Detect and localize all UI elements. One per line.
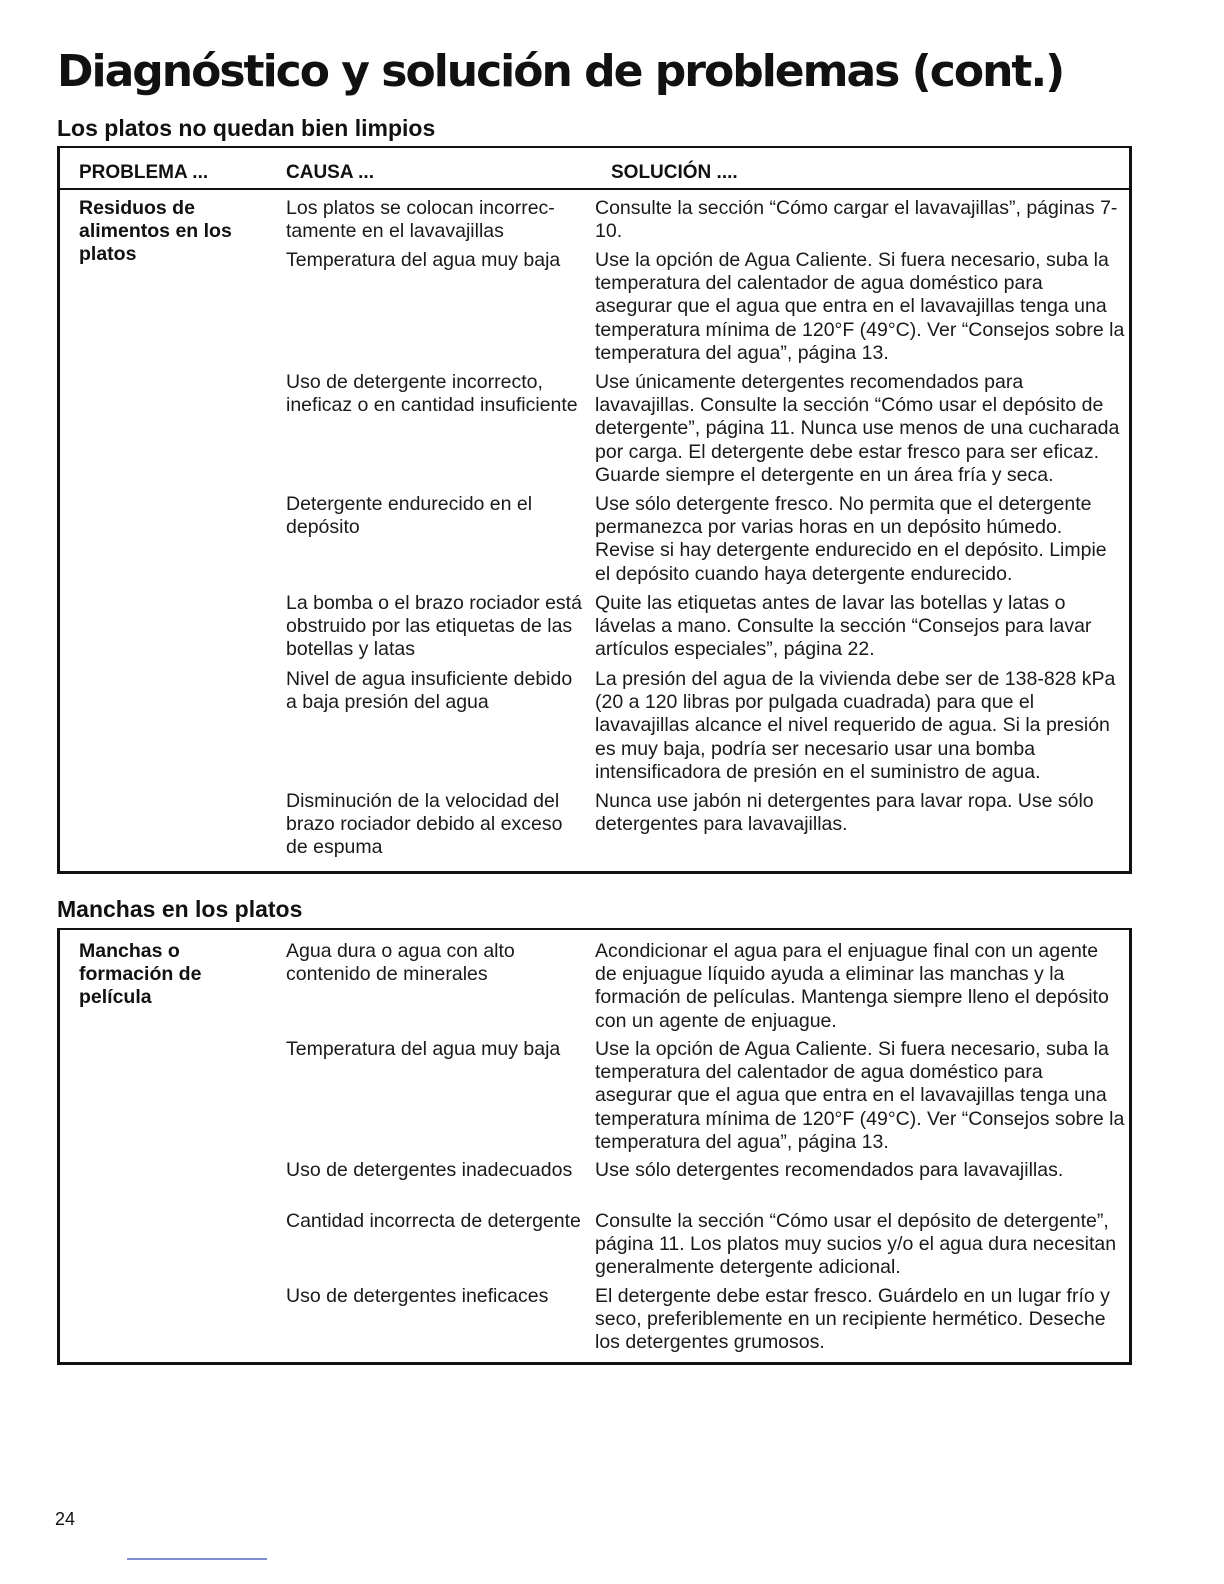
solution-cell: Quite las etiquetas antes de lavar las botellas y latas o lávelas a mano. Consulte la sección “Consejos para lavar artículos especiales”, página 22. bbox=[595, 592, 1092, 661]
solution-cell: Use únicamente detergentes recomendados para lavavajillas. Consulte la sección “Cómo usar el depósito de detergente”, página 11. Nunca use menos de una cucharada por carga. El detergente debe estar fresco para ser eficaz. Guarde siempre el detergente en un área fría y seca. bbox=[595, 371, 1120, 486]
cause-cell: Temperatura del agua muy baja bbox=[286, 249, 561, 271]
cause-cell: Uso de detergentes ineficaces bbox=[286, 1285, 549, 1307]
solution-cell: Consulte la sección “Cómo usar el depósito de detergente”, página 11. Los platos muy sucios y/o el agua dura necesitan generalmente detergente adicional. bbox=[595, 1210, 1117, 1279]
solution-cell: La presión del agua de la vivienda debe ser de 138-828 kPa (20 a 120 libras por pulgada cuadrada) para que el lavavajillas alcance el nivel requerido de agua. Si la presión es muy baja, podría ser necesario usar una bomba intensificadora de presión en el suministro de agua. bbox=[595, 668, 1116, 783]
solution-cell: El detergente debe estar fresco. Guárdelo en un lugar frío y seco, preferiblemente en un recipiente hermético. Deseche los detergentes grumosos. bbox=[595, 1285, 1110, 1354]
solution-cell: Use la opción de Agua Caliente. Si fuera necesario, suba la temperatura del calentador de agua doméstico para asegurar que el agua que entra en el lavavajillas tenga una temperatura mínima de 120°F (49°C). Ver “Consejos sobre la temperatura del agua”, página 13. bbox=[595, 249, 1125, 364]
page-title: Diagnóstico y solución de problemas (cont.) bbox=[57, 46, 1064, 97]
cause-cell: Uso de detergente incorrecto, ineficaz o en cantidad insuficiente bbox=[286, 371, 578, 417]
cause-cell: Nivel de agua insuficiente debido a baja presión del agua bbox=[286, 668, 573, 714]
cause-cell: Cantidad incorrecta de detergente bbox=[286, 1210, 581, 1232]
page-number: 24 bbox=[55, 1509, 76, 1529]
problem-label: Manchas o formación de película bbox=[79, 940, 202, 1008]
header-solution: SOLUCIÓN .... bbox=[611, 162, 738, 183]
troubleshooting-table-clean bbox=[57, 146, 1132, 874]
cause-cell: Agua dura o agua con alto contenido de minerales bbox=[286, 940, 515, 986]
cause-cell: Uso de detergentes inadecuados bbox=[286, 1159, 573, 1181]
solution-cell: Use sólo detergentes recomendados para lavavajillas. bbox=[595, 1159, 1064, 1181]
cause-cell: Temperatura del agua muy baja bbox=[286, 1038, 561, 1060]
cause-cell: Los platos se colocan incorrec-tamente en el lavavajillas bbox=[286, 197, 555, 243]
solution-cell: Use la opción de Agua Caliente. Si fuera necesario, suba la temperatura del calentador de agua doméstico para asegurar que el agua que entra en el lavavajillas tenga una temperatura mínima de 120°F (49°C). Ver “Consejos sobre la temperatura del agua”, página 13. bbox=[595, 1038, 1125, 1153]
footer-rule bbox=[127, 1558, 267, 1560]
solution-cell: Nunca use jabón ni detergentes para lavar ropa. Use sólo detergentes para lavavajillas. bbox=[595, 790, 1094, 836]
solution-cell: Acondicionar el agua para el enjuague final con un agente de enjuague líquido ayuda a eliminar las manchas y la formación de películas. Mantenga siempre lleno el depósito con un agente de enjuague. bbox=[595, 940, 1109, 1032]
section-title-spots: Manchas en los platos bbox=[57, 896, 303, 922]
header-cause: CAUSA ... bbox=[286, 162, 374, 183]
table-header bbox=[60, 148, 1129, 190]
cause-cell: Detergente endurecido en el depósito bbox=[286, 493, 533, 539]
solution-cell: Consulte la sección “Cómo cargar el lavavajillas”, páginas 7-10. bbox=[595, 197, 1118, 243]
cause-cell: Disminución de la velocidad del brazo rociador debido al exceso de espuma bbox=[286, 790, 563, 859]
section-title-clean: Los platos no quedan bien limpios bbox=[57, 115, 436, 141]
header-problem: PROBLEMA ... bbox=[79, 162, 209, 183]
problem-label: Residuos de alimentos en los platos bbox=[79, 197, 232, 265]
solution-cell: Use sólo detergente fresco. No permita que el detergente permanezca por varias horas en un depósito húmedo. Revise si hay detergente endurecido en el depósito. Limpie el depósito cuando haya detergente endurecido. bbox=[595, 493, 1107, 585]
cause-cell: La bomba o el brazo rociador está obstruido por las etiquetas de las botellas y latas bbox=[286, 592, 582, 661]
troubleshooting-table-spots bbox=[57, 928, 1132, 1365]
